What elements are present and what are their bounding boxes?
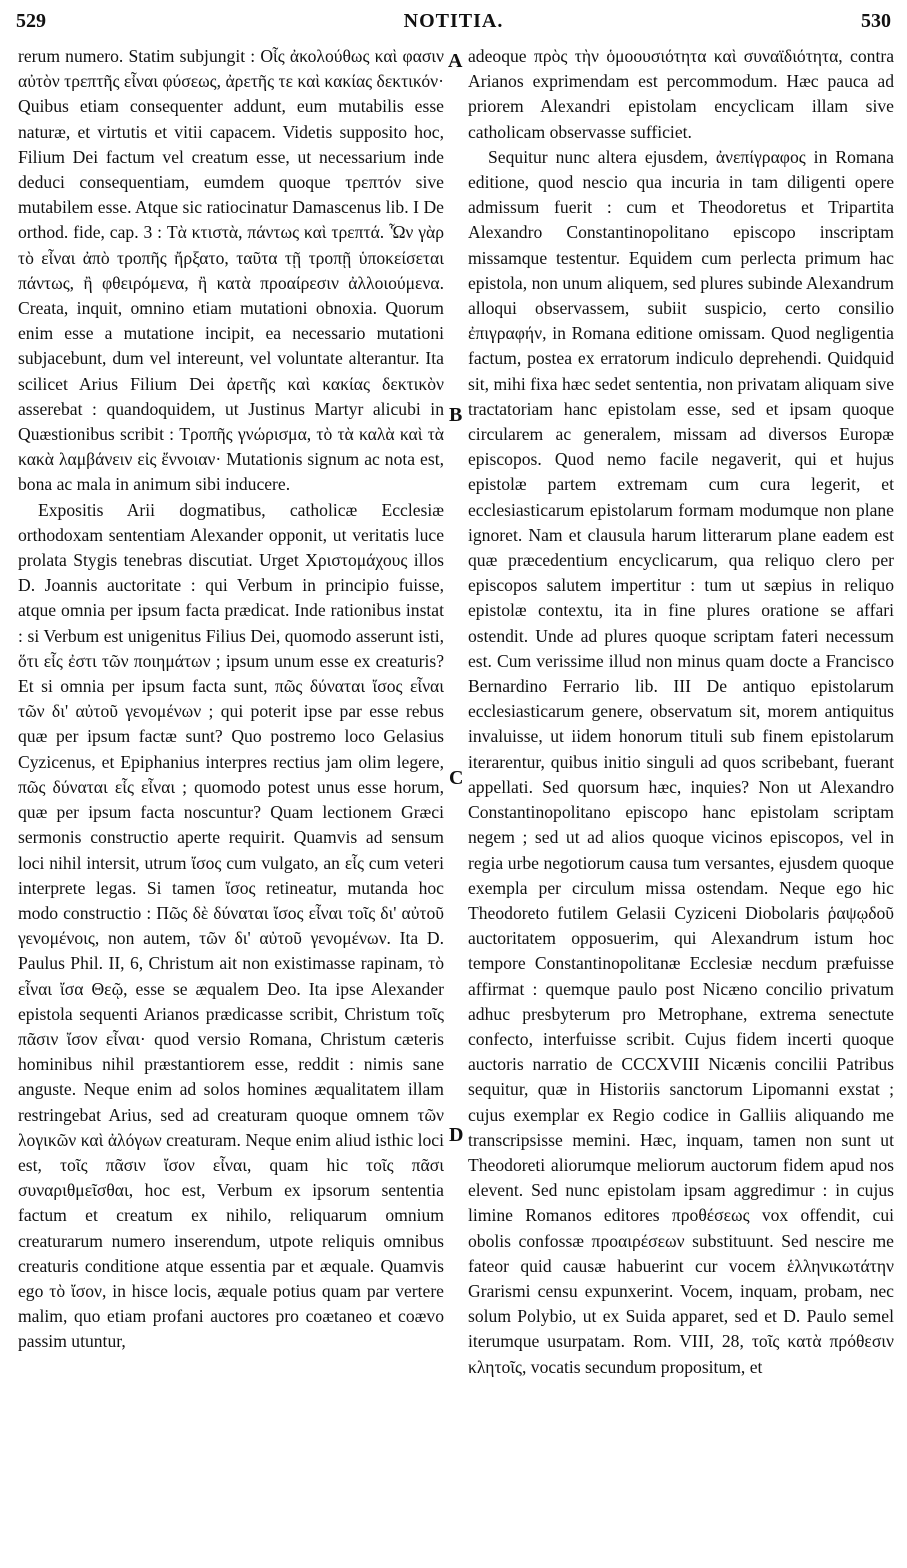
left-paragraph-1: rerum numero. Statim subjungit : Οἷς ἀκολούθως καὶ φασιν αὐτὸν τρεπτῆς εἶναι φύσεως, ἀρετῆς τε καὶ κακίας δεκτικόν· Quibus etiam consequenter addunt, eum mutabilis esse naturæ, et virtutis et vitii capacem. Videtis supposito hoc, Filium Dei factum vel creatum esse, ut necessarium inde deduci consequentiam, eumdem quoque τρεπτόν sive mutabilem esse. Atque sic ratiocinatur Damascenus lib. I De orthod. fide, cap. 3 : Τὰ κτιστὰ, πάντως καὶ τρεπτά. Ὧν γὰρ τὸ εἶναι ἀπὸ τροπῆς ἤρξατο, ταῦτα τῇ τροπῇ ὑποκείσεται πάντως, ἢ φθειρόμενα, ἢ κατὰ προαίρεσιν ἀλλοιούμενα. Creata, inquit, omnino etiam mutationi obnoxia. Quorum enim esse a mutatione incipit, ea necessario mutationi subjacebunt, dum vel intereunt, vel voluntate alterantur. Ita scilicet Arius Filium Dei ἀρετῆς καὶ κακίας δεκτικὸν asserebat : quandoquidem, ut Justinus Martyr alicubi in Quæstionibus scribit : Τροπῆς γνώρισμα, τὸ τὰ καλὰ καὶ τὰ κακὰ λαμβάνειν εἰς ἔννοιαν· Mutationis signum ac nota est, bona ac mala in animum sibi inducere. <box>18 46 444 495</box>
right-column <box>468 44 894 1380</box>
page-number-left: 529 <box>16 10 46 32</box>
left-column <box>18 44 444 1355</box>
margin-letter-a: A <box>448 50 463 72</box>
page-number-right: 530 <box>861 10 891 32</box>
right-paragraph-1: adeoque πρὸς τὴν ὁμοουσιότητα καὶ συναϊδιότητα, contra Arianos exprimendam est percommodum. Hæc pauca ad priorem Alexandri epistolam encyclicam illam sive catholicam observasse sufficiet. <box>468 46 894 142</box>
margin-letter-c: C <box>449 767 464 789</box>
page-header <box>10 10 897 40</box>
right-paragraph-2: Sequitur nunc altera ejusdem, ἀνεπίγραφος in Romana editione, quod nescio qua incuria in tam diligenti opere admissum fuerit : cum et Theodoretus et Tripartita Alexandro Constantinopolitano episcopo inscriptam missamque testentur. Equidem cum perlecta primum hac epistola, non unum aliquem, sed plures subinde Alexandrum alloqui observassem, subiit suspicio, certo consilio ἐπιγραφήν, in Romana editione omissam. Quod negligentia factum, postea ex erratorum indiculo deprehendi. Quidquid sit, mihi fixa hæc sedet sententia, non privatam aliquam sive tractatoriam hanc epistolam esse, sed et ipsam quoque circularem ac generalem, missam ad diversos Europæ episcopos. Quod nemo facile negaverit, qui et hujus epistolæ partem extremam cum cura legerit, et ecclesiasticarum epistolarum formam modumque non plane ignoret. Nam et clausula harum litterarum plane eadem est quæ præcedentium encyclicarum, qua reliquo clero per episcopos salutem impertitur : tum ut sæpius in reliquo epistolæ contextu, ita in fine plures oratione se affari ostendit. Unde ad plures quoque scriptam fateri necessum est. Cum verissime illud non minus quam docte a Francisco Bernardino Ferrario lib. III De antiquo epistolarum ecclesiasticarum genere, observatum sit, morem antiquitus invaluisse, ut iidem honorum tituli sub finem epistolarum iterarentur, quibus initio singuli ad quos scribebant, fuerant appellati. Sed quorsum hæc, inquies? Non ut Alexandro Constantinopolitano episcopo hanc epistolam scriptam negem ; sed ut ad alios quoque vicinos episcopos, vel in regia urbe negotiorum causa tum versantes, ejusdem quoque exempla per circulum missa ostendam. Neque ego hic Theodoreto futilem Gelasii Cyziceni Diobolaris ῥαψῳδοῦ auctoritatem opposuerim, qui Alexandrum istum hoc tempore Constantinopolitanæ Ecclesiæ necdum præfuisse affirmat : quemque paulo post Nicæno concilio privatum adhuc presbyterum pro Metrophane, extrema senectute confecto, interfuisse scribit. Cujus fidem incerti quoque auctoris narratio de CCCXVIII Nicænis concilii Patribus sequitur, quæ in Historiis sanctorum Lipomanni exstat ; cujus exemplar ex Regio codice in Galliis aliquando me transcripsisse memini. Hæc, inquam, tamen non sunt ut Theodoreti aliorumque meliorum auctorum fidem apud nos elevent. Sed nunc epistolam ipsam aggredimur : in cujus limine Romanos editores προθέσεως vox offendit, cui obolis confossæ προαιρέσεων substituunt. Sed nescire me fateor quid causæ habuerint cur vocem ἑλληνικωτάτην Grarismi censu expunxerint. Vocem, inquam, probam, nec solum Polybio, ut ex Suida apparet, sed et D. Paulo semel iterumque usurpatam. Rom. VIII, 28, τοῖς κατὰ πρόθεσιν κλητοῖς, vocatis secundum propositum, et <box>468 146 894 1377</box>
margin-letter-d: D <box>449 1124 464 1146</box>
running-title: NOTITIA. <box>403 10 504 32</box>
left-paragraph-2: Expositis Arii dogmatibus, catholicæ Ecclesiæ orthodoxam sententiam Alexander opponit, ut veritatis luce prolata Stygis tenebras discutiat. Urget Χριστομάχους illos D. Joannis auctoritate : qui Verbum in principio fuisse, atque omnia per ipsum facta prædicat. Inde rationibus instat : si Verbum est unigenitus Filius Dei, quomodo asserunt isti, ὅτι εἷς ἐστι τῶν ποιημάτων ; ipsum unum esse ex creaturis? Et si omnia per ipsum facta sunt, πῶς δύναται ἴσος εἶναι τῶν δι' αὐτοῦ γενομένων ; qui poterit ipse par esse rebus quæ per ipsum factæ sunt? Quo postremo loco Gelasius Cyzicenus, et Epiphanius interpres rectius jam olim legere, πῶς δύναται εἷς εἶναι ; quomodo potest unus esse horum, quæ per ipsum facta noscuntur? Quam lectionem Græci sermonis constructio aperte requirit. Quamvis ad sensum loci nihil intersit, utrum ἴσος cum vulgato, an εἷς cum veteri interprete legas. Si tamen ἴσος retineatur, mutanda hoc modo constructio : Πῶς δὲ δύναται ἴσος εἶναι τοῖς δι' αὐτοῦ γενομένοις, non autem, τῶν δι' αὐτοῦ γενομένων. Ita D. Paulus Phil. II, 6, Christum ait non existimasse rapinam, τὸ εἶναι ἴσα Θεῷ, esse se æqualem Deo. Ita ipse Alexander epistola sequenti Arianos prædicasse scribit, Christum τοῖς πᾶσιν ἴσον εἶναι· quod versio Romana, Christum cæteris hominibus nihil præstantiorem esse, reddit : nimis sane anguste. Neque enim ad solos homines æqualitatem illam restringebat Arius, sed ad creaturam quoque omnem τῶν λογικῶν καὶ ἀλόγων creaturam. Neque enim aliud isthic loci est, τοῖς πᾶσιν ἴσον εἶναι, quam hic τοῖς πᾶσι συναριθμεῖσθαι, hoc est, Verbum ex ipsorum sententia factum et creatum ex nihilo, reliquarum omnium creaturarum numero inserendum, utpote reliquis omnibus creaturis conditione atque essentia par et æquale. Quamvis ego τὸ ἴσον, in hisce locis, æquale potius quam par vertere malim, quo etiam profani auctores pro coætaneo et coævo passim utuntur, <box>18 499 444 1352</box>
margin-letter-b: B <box>449 404 463 426</box>
